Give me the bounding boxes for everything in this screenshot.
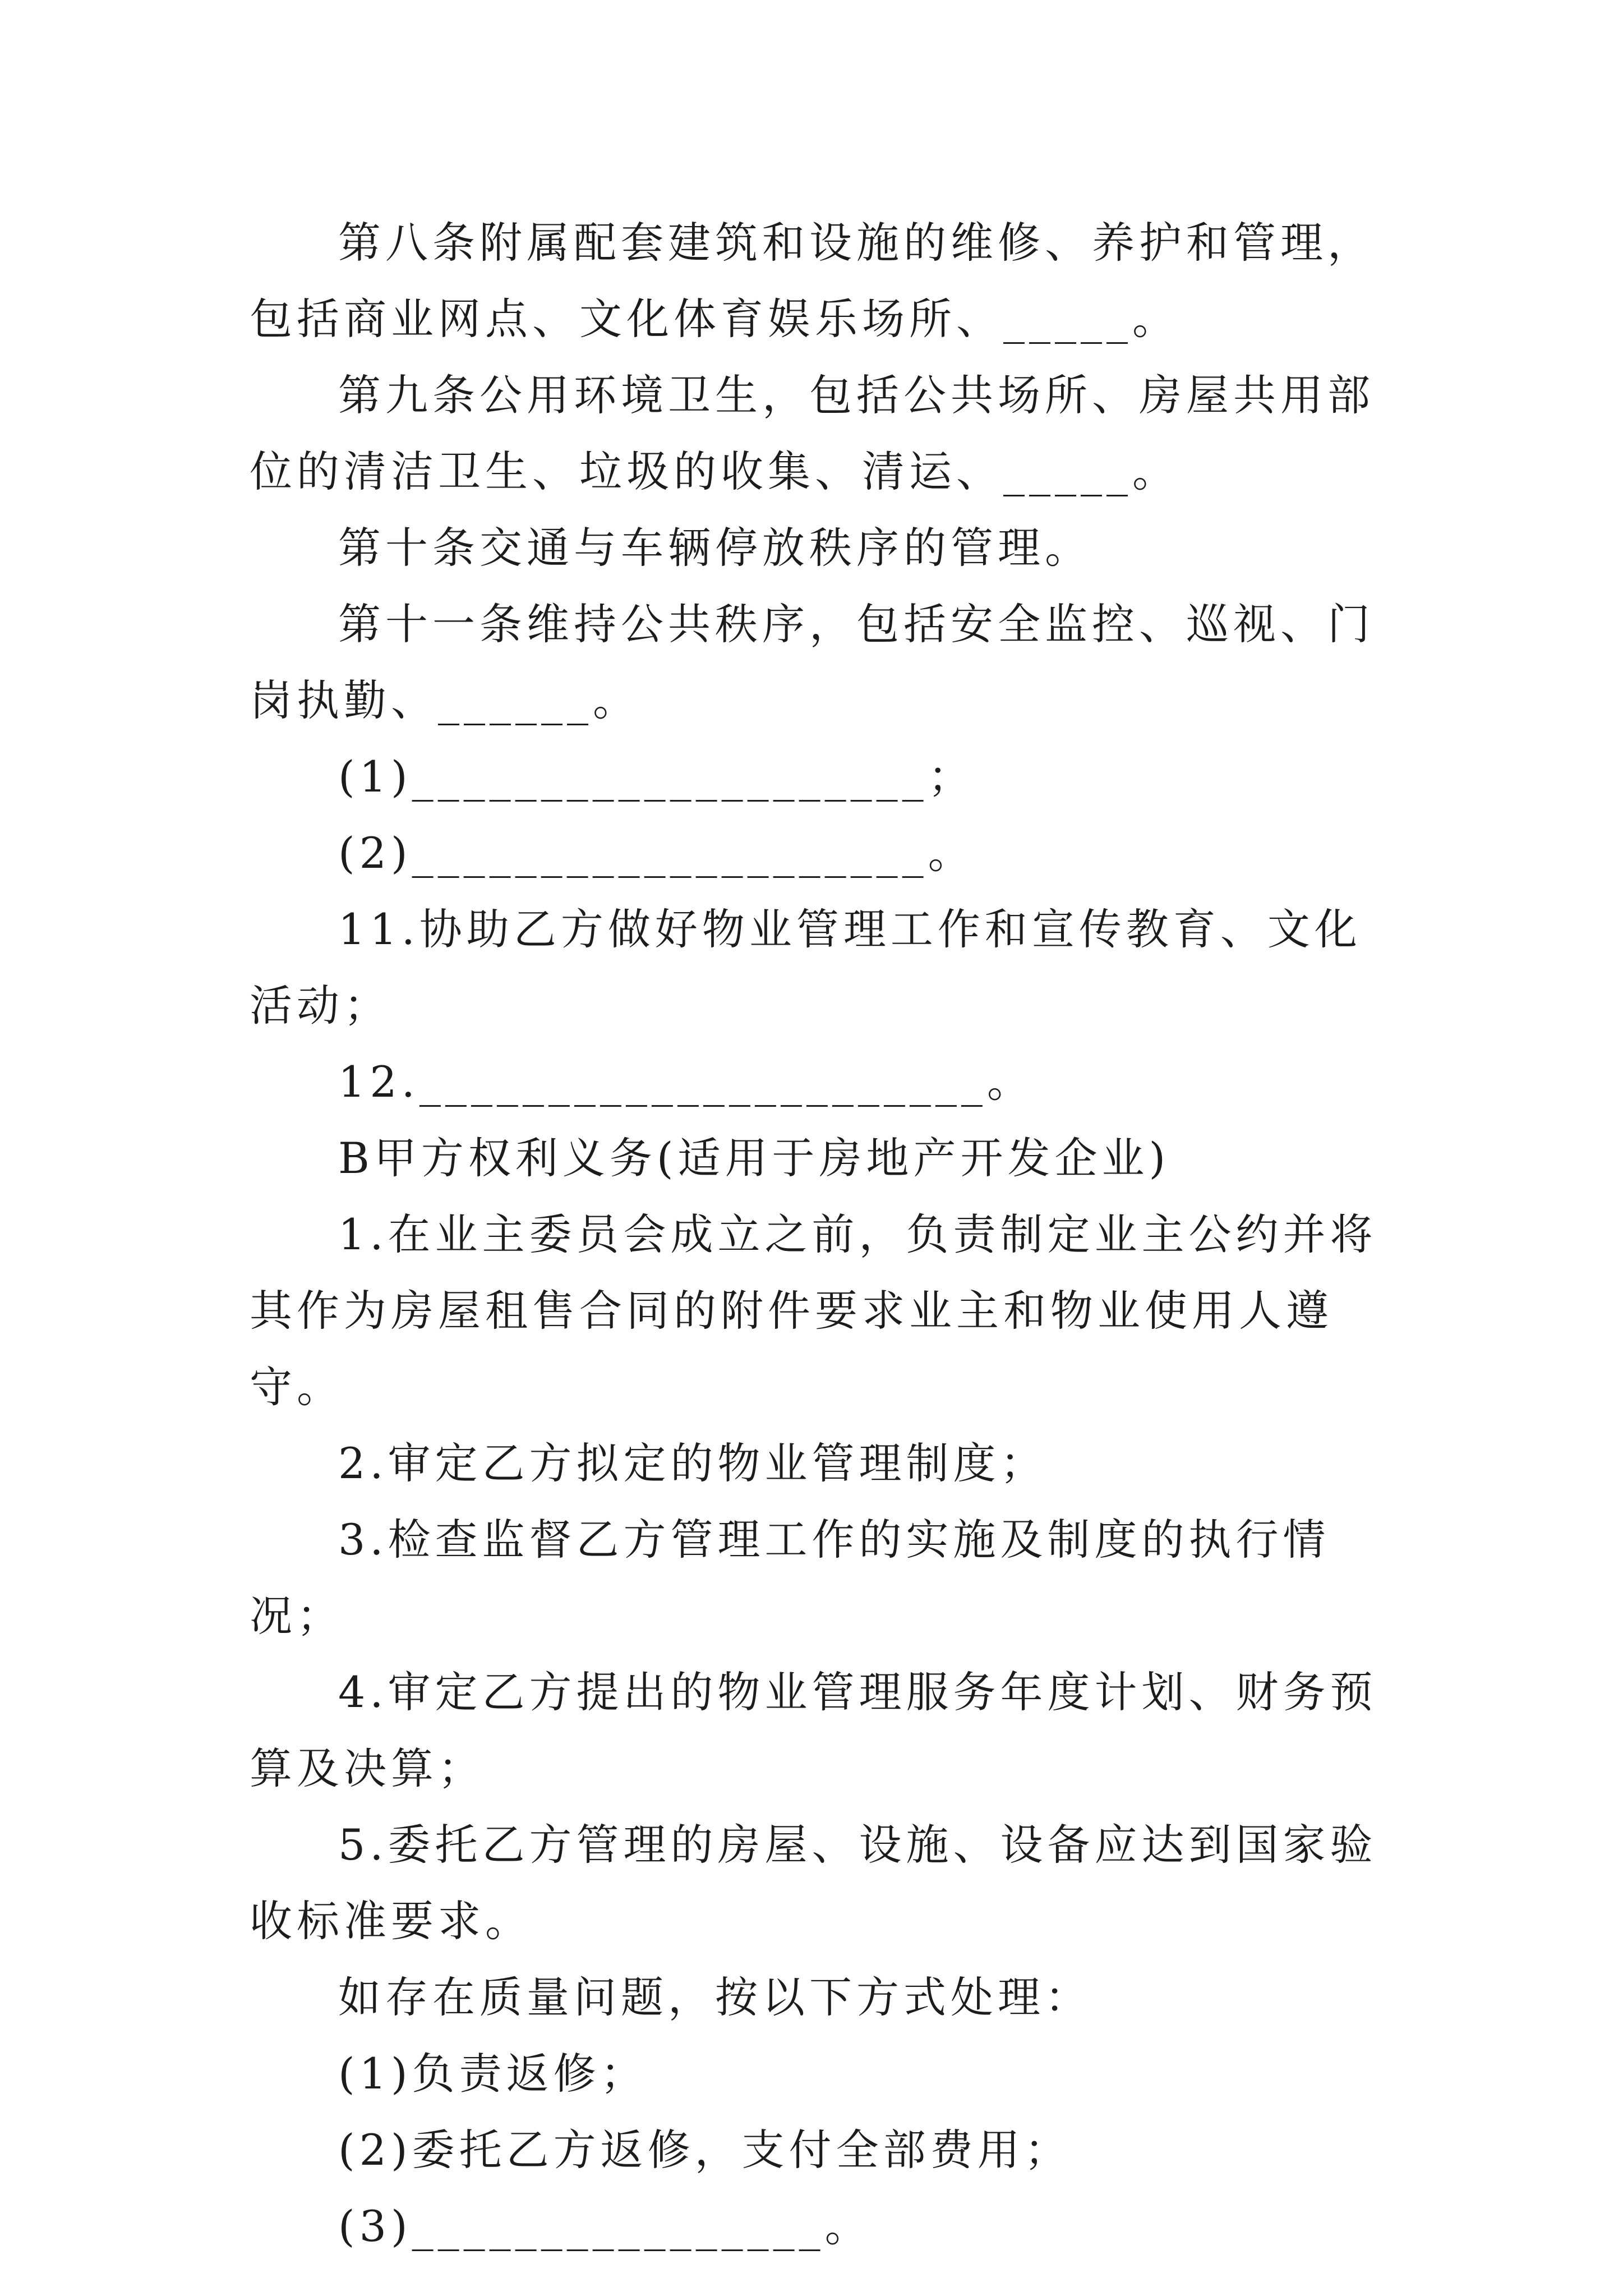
paragraph-item-11: 11.协助乙方做好物业管理工作和宣传教育、文化活动； (250, 904, 1362, 1030)
paragraph-b-item-1: 1.在业主委员会成立之前，负责制定业主公约并将其作为房屋租售合同的附件要求业主和物业使用人遵守。 (250, 1209, 1377, 1412)
section-heading-b: B甲方权利义务(适用于房地产开发企业) (338, 1133, 1170, 1183)
paragraph-option-1: (1)负责返修； (338, 2049, 648, 2099)
paragraph-blank-item-2: (2)____________________。 (338, 828, 975, 878)
paragraph-option-3: (3)________________。 (338, 2201, 872, 2251)
paragraph-b-item-2: 2.审定乙方拟定的物业管理制度； (338, 1438, 1048, 1488)
paragraph-article-10: 第十条交通与车辆停放秩序的管理。 (338, 523, 1092, 573)
paragraph-b-item-3: 3.检查监督乙方管理工作的实施及制度的执行情况； (250, 1515, 1330, 1641)
document-body (250, 205, 1399, 2265)
paragraph-article-8: 第八条附属配套建筑和设施的维修、养护和管理，包括商业网点、文化体育娱乐场所、_____。 (250, 218, 1375, 344)
paragraph-quality-issue: 如存在质量问题，按以下方式处理： (338, 1972, 1092, 2022)
paragraph-option-2: (2)委托乙方返修，支付全部费用； (338, 2125, 1072, 2175)
paragraph-blank-item-1: (1)____________________； (338, 752, 975, 802)
paragraph-article-11: 第十一条维持公共秩序，包括安全监控、巡视、门岗执勤、______。 (250, 599, 1375, 725)
paragraph-b-item-5: 5.委托乙方管理的房屋、设施、设备应达到国家验收标准要求。 (250, 1820, 1377, 1946)
paragraph-b-item-4: 4.审定乙方提出的物业管理服务年度计划、财务预算及决算； (250, 1667, 1377, 1793)
paragraph-item-12: 12.______________________。 (338, 1057, 1034, 1107)
paragraph-article-9: 第九条公用环境卫生，包括公共场所、房屋共用部位的清洁卫生、垃圾的收集、清运、_____。 (250, 370, 1375, 496)
